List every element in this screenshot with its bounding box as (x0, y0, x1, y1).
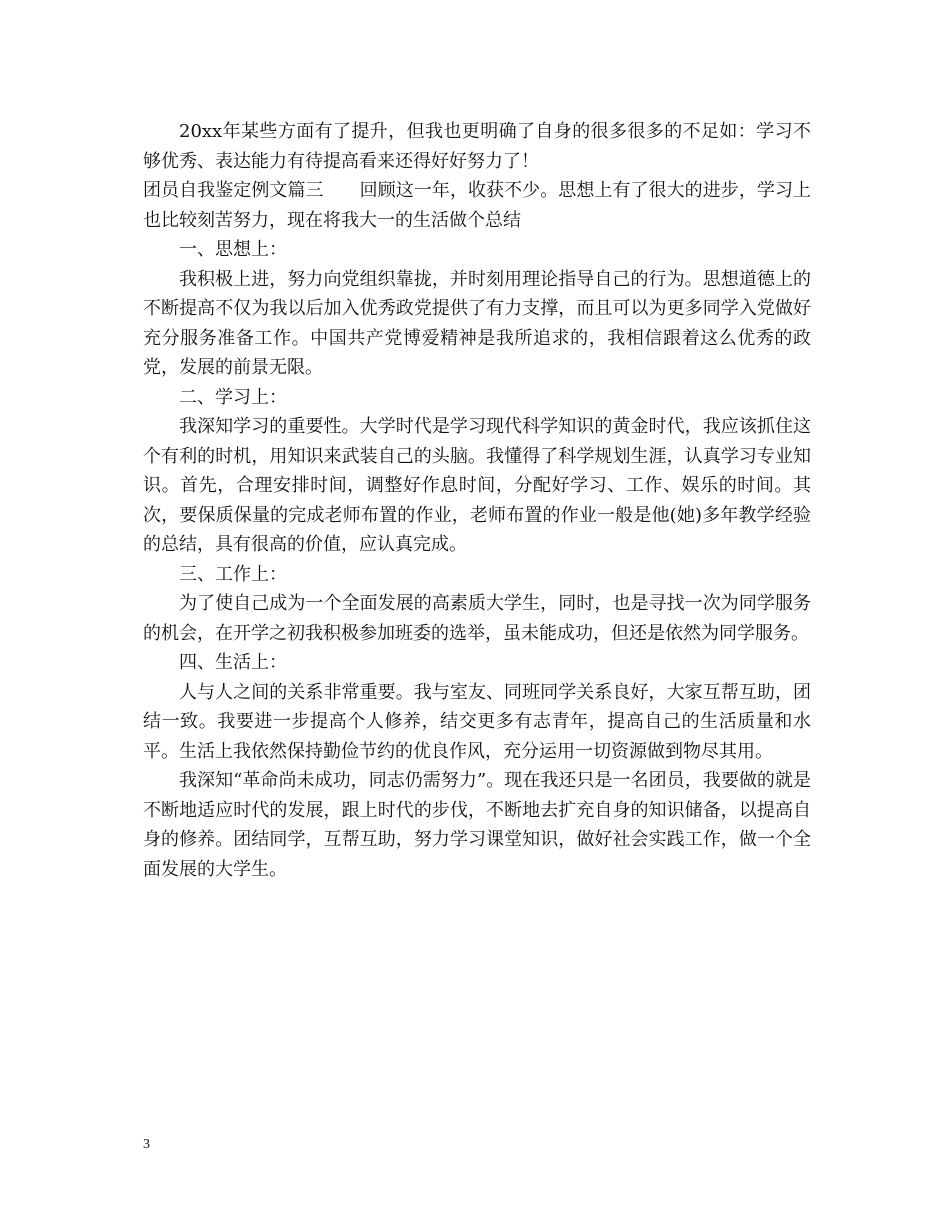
paragraph-work: 为了使自己成为一个全面发展的高素质大学生，同时，也是寻找一次为同学服务的机会，在开学之初我积极参加班委的选举，虽未能成功，但还是依然为同学服务。 (143, 593, 811, 644)
paragraph-conclusion: 我深知“革命尚未成功，同志仍需努力”。现在我还只是一名团员，我要做的就是不断地适应时代的发展，跟上时代的步伐，不断地去扩充自身的知识储备，以提高自身的修养。团结同学，互帮互助，努力学习课堂知识，做好社会实践工作，做一个全面发展的大学生。 (143, 770, 811, 880)
document-body (143, 117, 811, 884)
page-number: 3 (143, 1137, 150, 1152)
heading-study: 二、学习上： (179, 386, 287, 408)
paragraph-study: 我深知学习的重要性。大学时代是学习现代科学知识的黄金时代，我应该抓住这个有利的时机，用知识来武装自己的头脑。我懂得了科学规划生涯，认真学习专业知识。首先，合理安排时间，调整好作息时间，分配好学习、工作、娱乐的时间。其次，要保质保量的完成老师布置的作业，老师布置的作业一般是他(她)多年教学经验的总结，具有很高的价值，应认真完成。 (143, 416, 811, 555)
paragraph-intro: 20xx年某些方面有了提升，但我也更明确了自身的很多很多的不足如：学习不够优秀、表达能力有待提高看来还得好好努力了！ (143, 121, 811, 172)
paragraph-thought: 我积极上进，努力向党组织靠拢，并时刻用理论指导自己的行为。思想道德上的不断提高不仅为我以后加入优秀政党提供了有力支撑，而且可以为更多同学入党做好充分服务准备工作。中国共产党博爱精神是我所追求的，我相信跟着这么优秀的政党，发展的前景无限。 (143, 268, 811, 378)
heading-thought: 一、思想上： (179, 239, 287, 260)
paragraph-life: 人与人之间的关系非常重要。我与室友、同班同学关系良好，大家互帮互助，团结一致。我要进一步提高个人修养，结交更多有志青年，提高自己的生活质量和水平。生活上我依然保持勤俭节约的优良作风，充分运用一切资源做到物尽其用。 (143, 681, 811, 762)
paragraph-section-title: 团员自我鉴定例文篇三 回顾这一年，收获不少。思想上有了很大的进步，学习上也比较刻苦努力，现在将我大一的生活做个总结 (143, 180, 811, 231)
heading-life: 四、生活上： (179, 652, 287, 673)
heading-work: 三、工作上： (179, 563, 287, 585)
